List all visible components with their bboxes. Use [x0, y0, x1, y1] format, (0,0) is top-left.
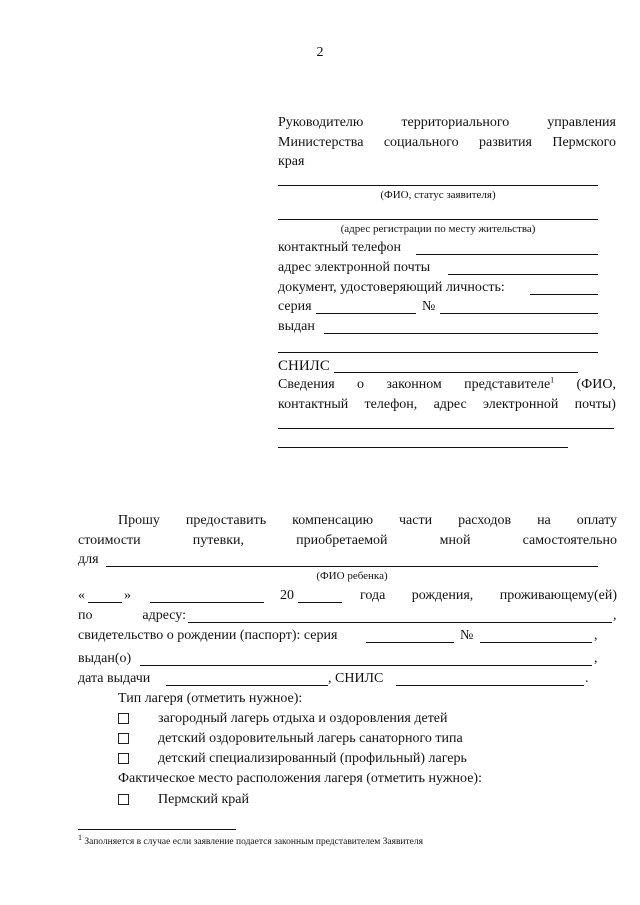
request-word: путевки, [192, 533, 245, 548]
child-issued-by-field[interactable] [140, 665, 592, 666]
camp-type-heading: Тип лагеря (отметить нужное): [118, 691, 303, 706]
checkbox[interactable] [118, 794, 129, 805]
applicant-address-field[interactable] [278, 219, 598, 220]
request-word: мной [439, 533, 471, 548]
addressee-word: социального [383, 135, 459, 150]
birth-word: проживающему(ей) [499, 588, 617, 603]
birth-word: года [360, 588, 386, 603]
child-snils-label: , СНИЛС [328, 671, 384, 686]
camp-type-option[interactable] [118, 750, 129, 768]
camp-type-option[interactable] [118, 710, 129, 728]
request-word: компенсацию [292, 513, 374, 528]
representative-line-1 [278, 376, 616, 394]
rep-word: (ФИО, [576, 377, 616, 392]
applicant-address-caption: (адрес регистрации по месту жительства) [340, 223, 536, 235]
rep-word: почты) [574, 397, 616, 412]
id-document-field[interactable] [530, 294, 598, 295]
phone-label: контактный телефон [278, 240, 401, 255]
representative-field[interactable] [278, 428, 614, 429]
addressee-word: Пермского [552, 135, 616, 150]
snils-label: СНИЛС [278, 358, 330, 374]
issued-label: выдан [278, 319, 315, 334]
camp-type-option-label: детский оздоровительный лагерь санаторного типа [158, 731, 463, 746]
birth-month-field[interactable] [150, 602, 264, 603]
camp-type-option-label: детский специализированный (профильный) лагерь [158, 751, 467, 766]
footnote-reference: 1 [550, 375, 555, 385]
email-field[interactable] [448, 274, 598, 275]
certificate-number-sign: № [460, 628, 474, 643]
birth-certificate-label: свидетельство о рождении (паспорт): серия [78, 628, 338, 643]
issued-by-field-continued[interactable] [278, 352, 598, 353]
rep-word: законном [386, 377, 442, 392]
request-word: оплату [576, 513, 617, 528]
certificate-number-field[interactable] [480, 642, 592, 643]
child-fio-caption: (ФИО ребенка) [316, 570, 388, 582]
address-label [78, 607, 186, 625]
camp-location-option[interactable] [118, 791, 129, 809]
email-label: адрес электронной почты [278, 260, 431, 275]
footnote-mark: 1 [78, 832, 82, 842]
child-fio-field[interactable] [106, 566, 598, 567]
issued-comma: , [594, 651, 598, 666]
addressee-word: Руководителю [278, 115, 364, 130]
applicant-fio-caption: (ФИО, статус заявителя) [380, 189, 496, 201]
for-label: для [78, 552, 99, 567]
child-issued-label: выдан(о) [78, 651, 132, 666]
snils-field[interactable] [334, 372, 578, 373]
child-address-field[interactable] [188, 622, 612, 623]
rep-word: о [357, 377, 365, 392]
checkbox[interactable] [118, 753, 129, 764]
date-close-quote: » [124, 588, 131, 603]
issued-by-field[interactable] [324, 333, 598, 334]
birth-text-row [360, 587, 617, 605]
request-word: на [537, 513, 551, 528]
number-sign: № [422, 299, 436, 314]
issue-date-label: дата выдачи [78, 671, 151, 686]
request-line-1 [118, 512, 617, 530]
addressee-word: территориального [401, 115, 510, 130]
series-field[interactable] [316, 313, 416, 314]
request-word: самостоятельно [522, 533, 617, 548]
addressee-line-3: края [278, 154, 305, 169]
request-word: Прошу [118, 513, 160, 528]
birth-word: рождения, [411, 588, 474, 603]
checkbox[interactable] [118, 733, 129, 744]
phone-field[interactable] [416, 254, 598, 255]
checkbox[interactable] [118, 713, 129, 724]
rep-word: адрес [433, 397, 467, 412]
request-word: стоимости [78, 533, 141, 548]
request-word: предоставить [185, 513, 267, 528]
birth-day-field[interactable] [88, 602, 122, 603]
address-word: адресу: [142, 608, 186, 623]
date-open-quote: « [78, 588, 85, 603]
addressee-word: управления [547, 115, 616, 130]
camp-location-option-label: Пермский край [158, 792, 249, 807]
issue-date-field[interactable] [166, 685, 328, 686]
document-number-field[interactable] [440, 313, 598, 314]
addressee-line-2 [278, 134, 616, 152]
request-word: части [399, 513, 433, 528]
page-number: 2 [316, 45, 324, 60]
series-label: серия [278, 299, 312, 314]
rep-word: электронной [482, 397, 559, 412]
rep-word: контактный [278, 397, 349, 412]
representative-line-2 [278, 396, 616, 414]
applicant-fio-field[interactable] [278, 185, 598, 186]
child-snils-field[interactable] [396, 685, 584, 686]
rep-word: представителе [464, 377, 551, 392]
certificate-series-field[interactable] [366, 642, 454, 643]
id-document-label: документ, удостоверяющий личность: [278, 280, 505, 295]
rep-word: телефон, [364, 397, 418, 412]
birth-year-field[interactable] [298, 602, 342, 603]
footnote-text: Заполняется в случае если заявление подается законным представителем Заявителя [84, 837, 423, 847]
year-prefix: 20 [280, 588, 294, 603]
snils-period: . [585, 671, 589, 686]
request-word: приобретаемой [296, 533, 388, 548]
rep-word: Сведения [278, 377, 335, 392]
request-line-2 [78, 532, 617, 550]
camp-type-option[interactable] [118, 730, 129, 748]
request-word: расходов [458, 513, 512, 528]
rep-word-with-footnote [464, 376, 554, 394]
addressee-word: развития [479, 135, 532, 150]
certificate-comma: , [594, 628, 598, 643]
camp-type-option-label: загородный лагерь отдыха и оздоровления детей [158, 711, 448, 726]
addressee-line-1 [278, 114, 616, 132]
addressee-word: Министерства [278, 135, 364, 150]
footnote [78, 832, 423, 848]
camp-location-heading: Фактическое место расположения лагеря (отметить нужное): [118, 771, 482, 786]
footnote-separator [78, 829, 236, 830]
representative-field-continued[interactable] [278, 447, 568, 448]
address-comma: , [613, 608, 617, 623]
address-word: по [78, 608, 93, 623]
